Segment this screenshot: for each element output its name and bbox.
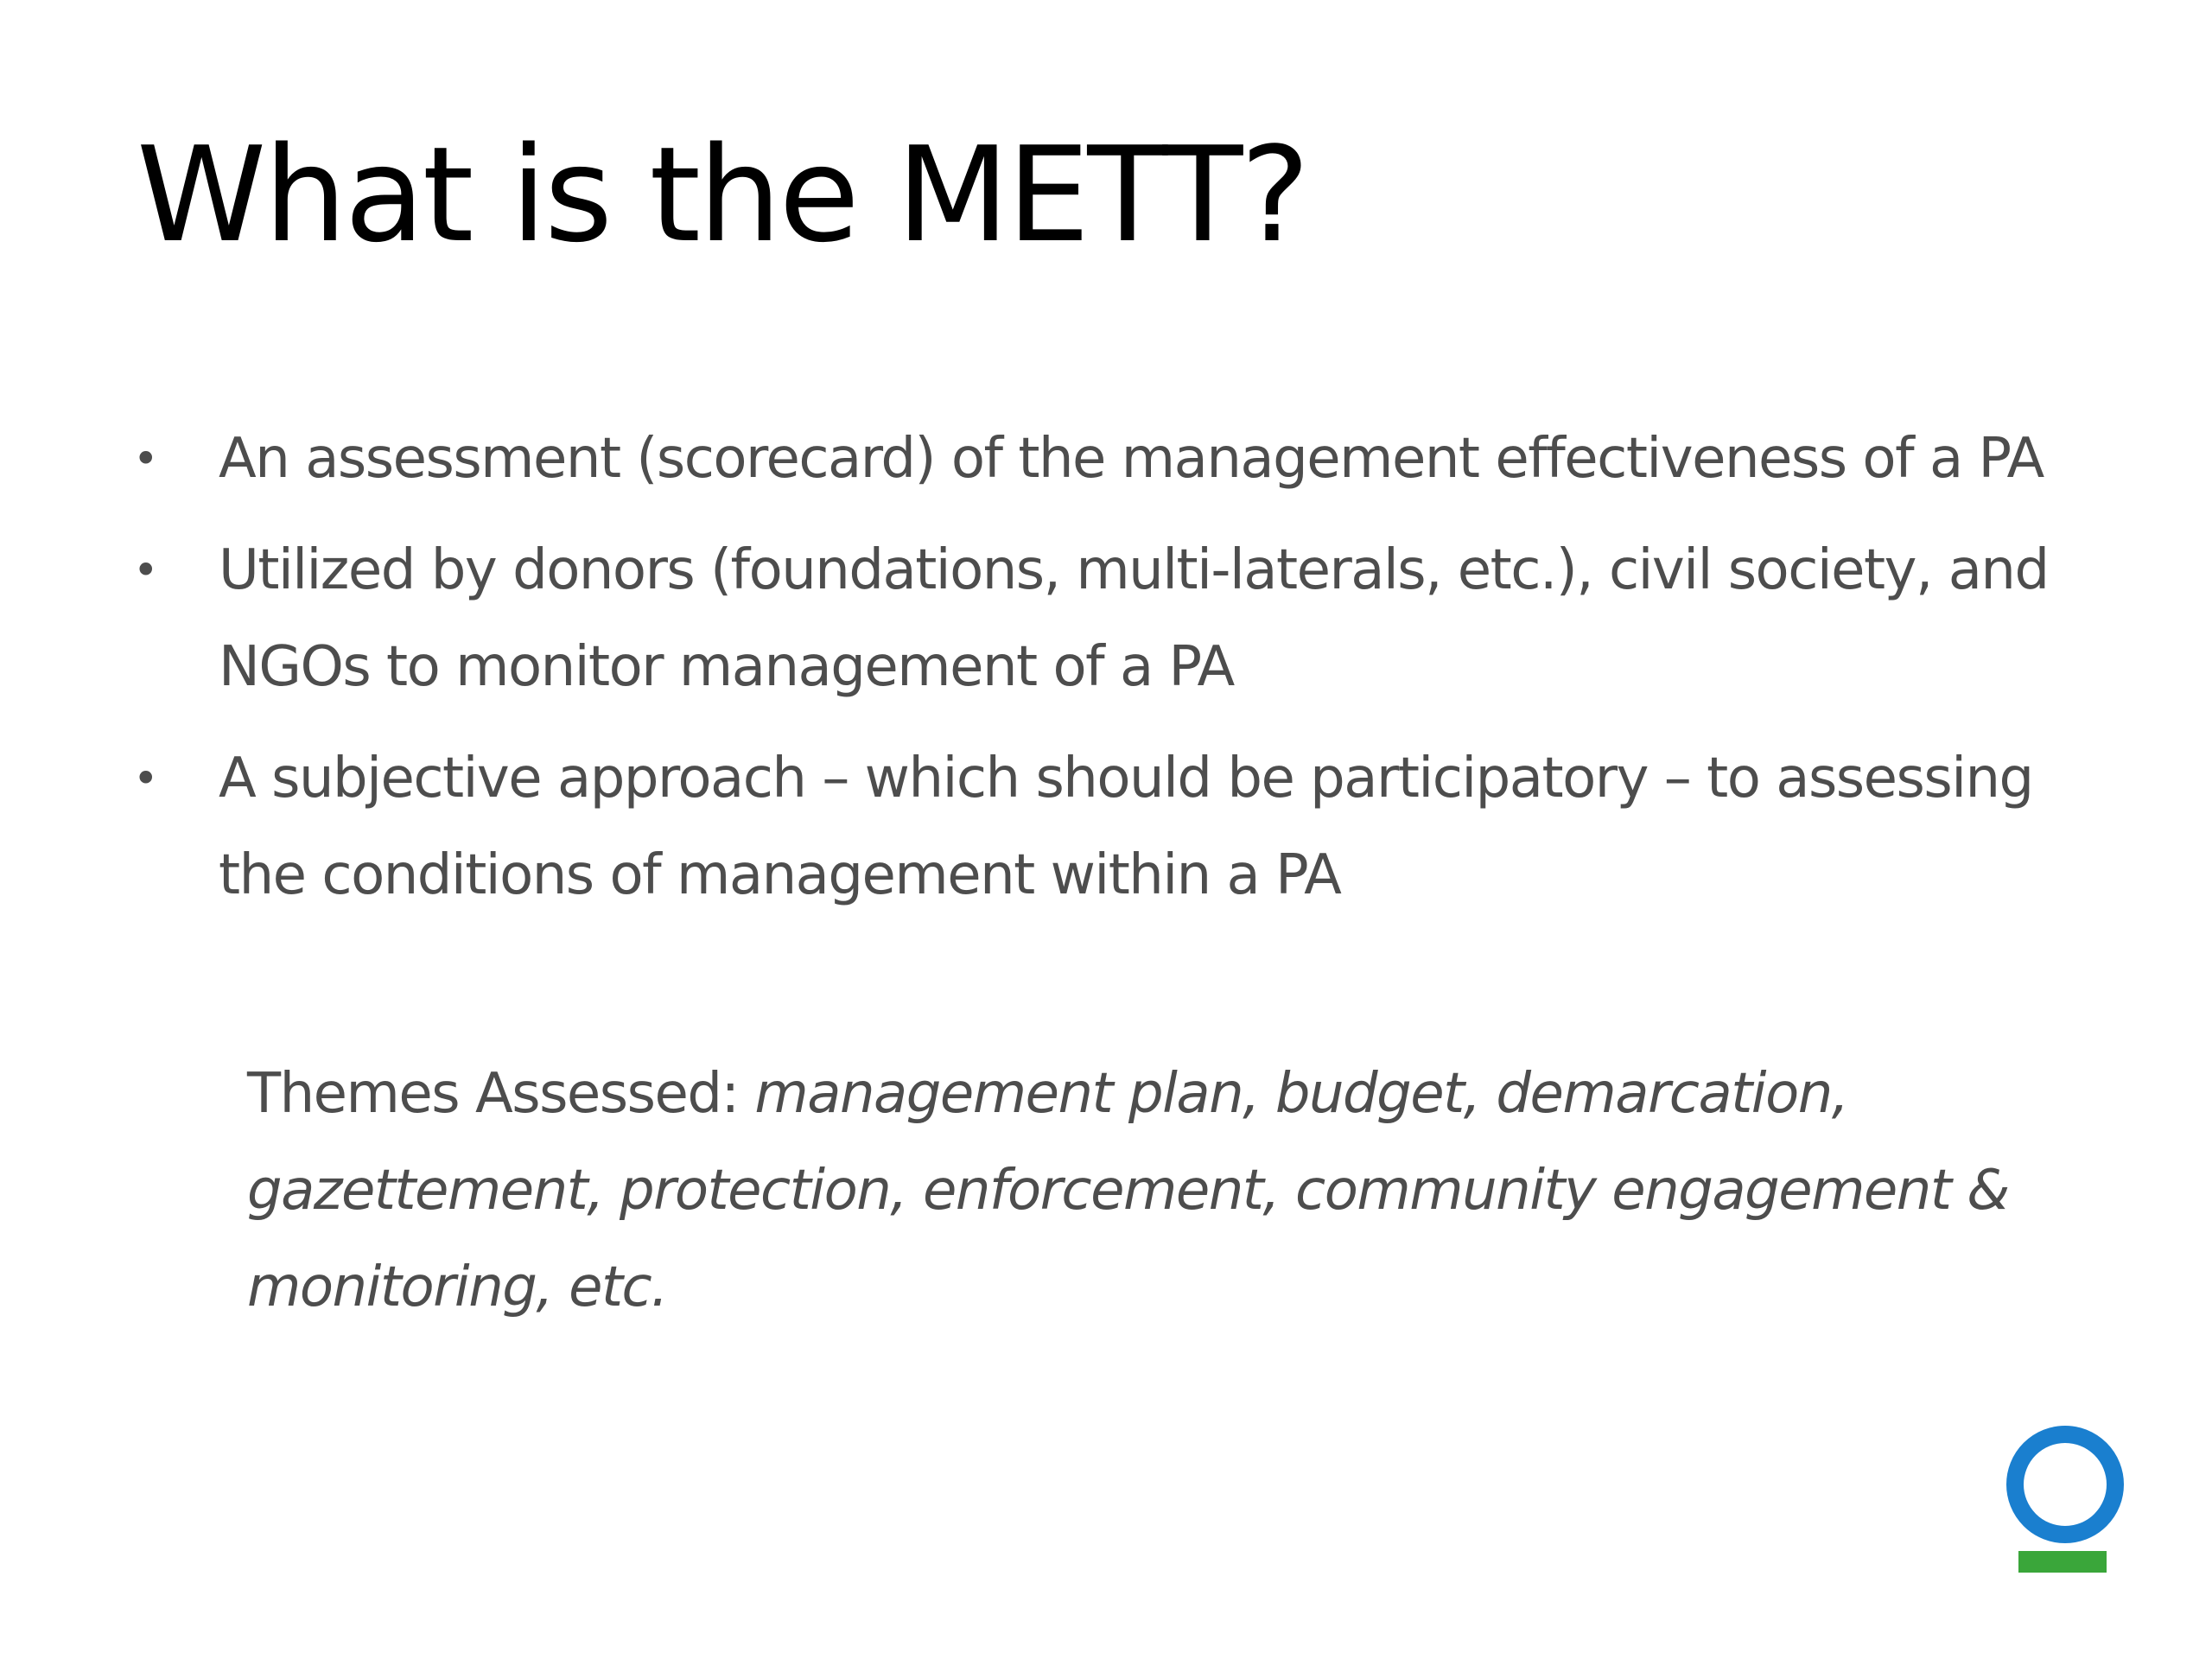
bullet-text: Utilized by donors (foundations, multi-laterals, etc.), civil society, and NGOs to monitor management of a PA	[219, 538, 2049, 699]
bullet-marker: •	[133, 753, 157, 804]
list-item	[130, 730, 2117, 924]
bullet-text: An assessment (scorecard) of the management effectiveness of a PA	[219, 427, 2044, 491]
slide-title: What is the METT?	[137, 118, 1308, 271]
bullet-marker: •	[133, 434, 157, 484]
logo-ring	[2015, 1434, 2115, 1535]
themes-assessed	[247, 1046, 2105, 1336]
bullet-marker: •	[133, 545, 157, 595]
bullet-text: A subjective approach – which should be participatory – to assessing the conditions of management within a PA	[219, 747, 2033, 907]
logo-bar	[2018, 1551, 2107, 1573]
list-item	[130, 522, 2117, 715]
ring-logo-icon	[2005, 1426, 2126, 1574]
themes-label: Themes Assessed:	[247, 1062, 755, 1126]
themes-list: management plan, budget, demarcation, gazettement, protection, enforcement, community engagement & monitoring, etc.	[247, 1062, 2009, 1319]
list-item	[130, 410, 2117, 507]
bullet-list	[130, 410, 2117, 938]
